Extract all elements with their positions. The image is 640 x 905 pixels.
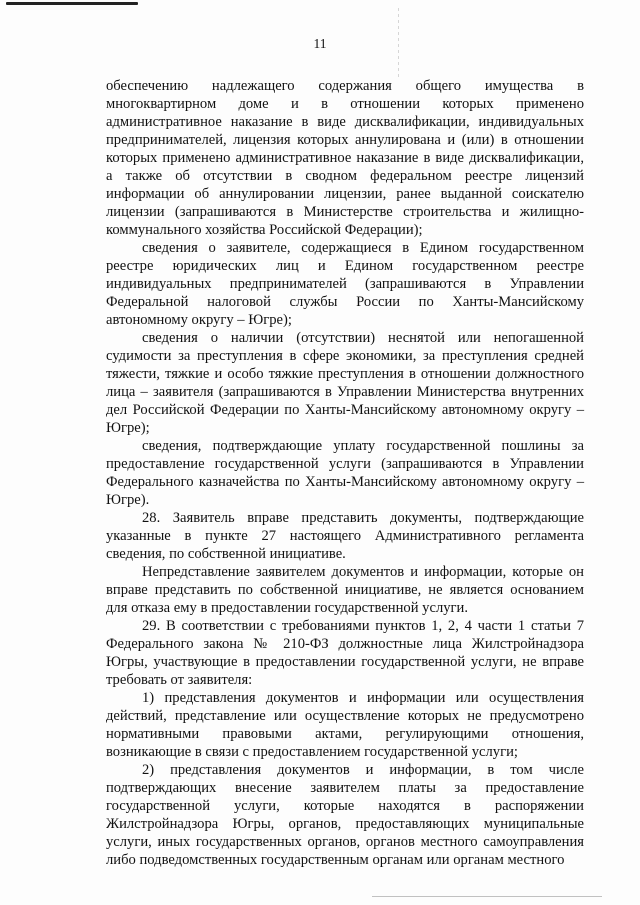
paragraph: 29. В соответствии с требованиями пунктов 1, 2, 4 части 1 статьи 7 Федерального закона № 210-ФЗ должностные лица Жилстройнадзора Югры, участвующие в предоставлении государственной услуги, не вправе требовать от заявителя:: [106, 618, 584, 688]
scan-artifact-top: [6, 2, 138, 5]
paragraph: 1) представления документов и информации или осуществления действий, представление или осуществление которых не предусмотрено нормативными правовыми актами, регулирующими отношения, возникающие в связи с предоставлением государственной услуги;: [106, 690, 584, 760]
scan-artifact-bottom: [372, 896, 602, 897]
paragraph: сведения о заявителе, содержащиеся в Едином государственном реестре юридических лиц и Едином государственном реестре индивидуальных предпринимателей (запрашиваются в Управлении Федеральной налоговой службы России по Ханты-Мансийскому автономному округу – Югре);: [106, 240, 584, 328]
paragraph: 28. Заявитель вправе представить документы, подтверждающие указанные в пункте 27 настоящего Административного регламента сведения, по собственной инициативе.: [106, 510, 584, 562]
paragraph: 2) представления документов и информации, в том числе подтверждающих внесение заявителем платы за предоставление государственной услуги, которые находятся в распоряжении Жилстройнадзора Югры, органов, предоставляющих муниципальные услуги, иных государственных органов, органов местного самоуправления либо подведомственных государственным органам или органам местного: [106, 762, 584, 868]
document-body: [106, 77, 584, 869]
paragraph: сведения, подтверждающие уплату государственной пошлины за предоставление государственной услуги (запрашиваются в Управлении Федерального казначейства по Ханты-Мансийскому автономному округу – Югре).: [106, 438, 584, 508]
page-number: 11: [313, 36, 327, 51]
paragraph: Непредставление заявителем документов и информации, которые он вправе представить по собственной инициативе, не является основанием для отказа ему в предоставлении государственной услуги.: [106, 564, 584, 616]
paragraph: сведения о наличии (отсутствии) неснятой или непогашенной судимости за преступления в сфере экономики, за преступления средней тяжести, тяжкие и особо тяжкие преступления в отношении должностного лица – заявителя (запрашиваются в Управлении Министерства внутренних дел Российской Федерации по Ханты-Мансийскому автономному округу – Югре);: [106, 330, 584, 436]
paragraph: обеспечению надлежащего содержания общего имущества в многоквартирном доме и в отношении которых применено административное наказание в виде дисквалификации, индивидуальных предпринимателей, лицензия которых аннулирована и (или) в отношении которых применено административное наказание в виде дисквалификации, а также об отсутствии в сводном федеральном реестре лицензий информации об аннулировании лицензии, ранее выданной соискателю лицензии (запрашиваются в Министерстве строительства и жилищно-коммунального хозяйства Российской Федерации);: [106, 78, 584, 238]
